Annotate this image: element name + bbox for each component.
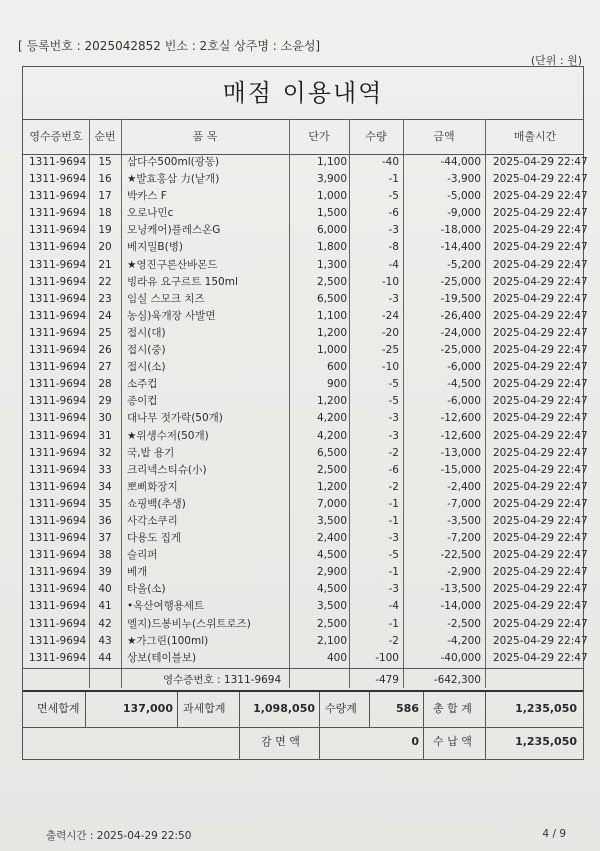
item-name-cell: 모닝케어)플레스온G [127, 224, 221, 237]
table-row [23, 479, 588, 496]
unit-label: (단위 : 원) [530, 54, 582, 67]
sale-time-cell: 2025-04-29 22:47 [493, 566, 588, 579]
sale-time-cell: 2025-04-29 22:47 [493, 395, 588, 408]
amount-cell: -5,000 [447, 190, 481, 203]
unit-price-cell: 4,500 [316, 583, 347, 596]
table-row [23, 188, 588, 205]
sale-time-cell: 2025-04-29 22:47 [493, 429, 588, 442]
amount-cell: -44,000 [440, 156, 481, 168]
usage-table [22, 66, 588, 760]
receipt-no-cell: 1311-9694 [29, 173, 87, 186]
sale-time-cell: 2025-04-29 22:47 [493, 207, 588, 220]
sale-time-cell: 2025-04-29 22:47 [493, 292, 588, 305]
seq-cell: 25 [98, 326, 112, 339]
qty-cell: -100 [375, 651, 399, 664]
table-row [23, 650, 588, 667]
table-row [23, 428, 588, 445]
qty-cell: -4 [388, 600, 399, 613]
unit-price-cell: 1,300 [316, 258, 347, 271]
amount-cell: -3,900 [447, 173, 481, 186]
item-name-cell: 쇼핑백(추생) [127, 497, 186, 510]
qty-cell: -3 [388, 532, 399, 545]
item-name-cell: ★발효홍삼 力(낱개) [127, 173, 220, 186]
receipt-no-cell: 1311-9694 [29, 344, 87, 357]
table-row [23, 359, 588, 376]
qty-total-value: 586 [396, 702, 419, 715]
unit-price-cell: 1,800 [316, 241, 347, 254]
receipt-no-cell: 1311-9694 [29, 258, 87, 271]
receipt-no-cell: 1311-9694 [29, 241, 87, 254]
amount-cell: -6,000 [447, 361, 481, 374]
item-name-cell: 베개 [127, 566, 148, 579]
taxable-total-label: 과세합계 [183, 702, 226, 715]
receipt-no-cell: 1311-9694 [29, 600, 87, 613]
qty-cell: -2 [388, 480, 399, 493]
item-name-cell: 오로나민c [127, 207, 174, 220]
qty-cell: -40 [381, 156, 399, 168]
unit-price-cell: 4,200 [316, 429, 347, 442]
divider [85, 692, 86, 727]
amount-cell: -40,000 [440, 651, 481, 664]
discount-value: 0 [411, 735, 419, 748]
table-row [23, 581, 588, 598]
page-number: 4 / 9 [542, 828, 566, 840]
table-row [23, 633, 588, 650]
col-price: 단가 [308, 130, 330, 143]
unit-price-cell: 1,100 [316, 309, 347, 322]
table-row [23, 308, 588, 325]
item-name-cell: 접시(대) [127, 326, 166, 339]
unit-price-cell: 6,000 [316, 224, 347, 237]
qty-cell: -20 [381, 326, 399, 339]
receipt-no-cell: 1311-9694 [29, 190, 87, 203]
sale-time-cell: 2025-04-29 22:47 [493, 651, 588, 664]
item-name-cell: 접시(소) [127, 361, 166, 374]
exempt-total-value: 137,000 [122, 702, 173, 715]
unit-price-cell: 900 [326, 378, 347, 391]
sale-time-cell: 2025-04-29 22:47 [493, 634, 588, 647]
qty-cell: -24 [381, 309, 399, 322]
item-name-cell: 뽀삐화장지 [127, 480, 178, 493]
table-row [23, 410, 588, 427]
receipt-no-cell: 1311-9694 [29, 292, 87, 305]
qty-cell: -25 [381, 344, 399, 357]
unit-price-cell: 4,200 [316, 412, 347, 425]
item-name-cell: ★위생수저(50개) [127, 429, 209, 442]
receipt-no-cell: 1311-9694 [29, 566, 87, 579]
qty-cell: -5 [388, 378, 399, 391]
amount-cell: -9,000 [447, 207, 481, 220]
unit-price-cell: 2,500 [316, 275, 347, 288]
amount-cell: -24,000 [440, 326, 481, 339]
unit-price-cell: 1,500 [316, 207, 347, 220]
table-row [23, 342, 588, 359]
table-row [23, 205, 588, 222]
divider [239, 725, 240, 759]
amount-cell: -12,600 [440, 429, 481, 442]
table-row [23, 598, 588, 615]
item-name-cell: 베지밀B(병) [127, 241, 183, 254]
col-amount: 금액 [433, 130, 455, 143]
unit-price-cell: 1,200 [316, 395, 347, 408]
unit-price-cell: 2,400 [316, 532, 347, 545]
receipt-no-cell: 1311-9694 [29, 207, 87, 220]
seq-cell: 28 [98, 378, 112, 391]
qty-cell: -5 [388, 549, 399, 562]
unit-price-cell: 1,000 [316, 344, 347, 357]
unit-price-cell: 3,500 [316, 600, 347, 613]
item-name-cell: 소주컵 [127, 378, 158, 391]
qty-cell: -2 [388, 446, 399, 459]
exempt-total-label: 면세합계 [37, 702, 80, 715]
seq-cell: 17 [98, 190, 112, 203]
receipt-no-cell: 1311-9694 [29, 634, 87, 647]
table-row [23, 257, 588, 274]
seq-cell: 32 [98, 446, 112, 459]
seq-cell: 42 [98, 617, 112, 630]
seq-cell: 39 [98, 566, 112, 579]
qty-cell: -5 [388, 190, 399, 203]
qty-cell: -3 [388, 224, 399, 237]
sale-time-cell: 2025-04-29 22:47 [493, 258, 588, 271]
receipt-no-cell: 1311-9694 [29, 361, 87, 374]
subtotal-qty: -479 [375, 674, 399, 686]
receipt-no-cell: 1311-9694 [29, 497, 87, 510]
item-name-cell: 대나무 젓가락(50개) [127, 412, 223, 425]
amount-cell: -3,500 [447, 514, 481, 527]
receipt-subtotal-row [23, 668, 583, 691]
seq-cell: 19 [98, 224, 112, 237]
col-sale-time: 매출시간 [513, 130, 557, 143]
qty-cell: -4 [388, 258, 399, 271]
sale-time-cell: 2025-04-29 22:47 [493, 617, 588, 630]
seq-cell: 21 [98, 258, 112, 271]
sale-time-cell: 2025-04-29 22:47 [493, 463, 588, 476]
table-row [23, 547, 588, 564]
discount-label: 감 면 액 [261, 735, 300, 748]
qty-cell: -1 [388, 497, 399, 510]
subtotal-amount: -642,300 [433, 674, 481, 686]
sale-time-cell: 2025-04-29 22:47 [493, 532, 588, 545]
seq-cell: 16 [98, 173, 112, 186]
qty-total-label: 수량계 [325, 702, 357, 715]
divider [423, 725, 424, 759]
receipt-no-cell: 1311-9694 [29, 446, 87, 459]
unit-price-cell: 1,200 [316, 480, 347, 493]
paid-label: 수 납 액 [433, 735, 472, 748]
seq-cell: 26 [98, 344, 112, 357]
seq-cell: 41 [98, 600, 112, 613]
sale-time-cell: 2025-04-29 22:47 [493, 241, 588, 254]
receipt-no-cell: 1311-9694 [29, 412, 87, 425]
amount-cell: -2,900 [447, 566, 481, 579]
seq-cell: 33 [98, 463, 112, 476]
taxable-total-value: 1,098,050 [253, 702, 315, 715]
item-name-cell: 엘지)드봉비누(스위트로즈) [127, 617, 251, 630]
table-row [23, 616, 588, 633]
item-name-cell: 타올(소) [127, 583, 166, 596]
item-name-cell: 빙라유 요구르트 150ml [127, 275, 238, 288]
divider [485, 692, 486, 727]
seq-cell: 31 [98, 429, 112, 442]
seq-cell: 27 [98, 361, 112, 374]
amount-cell: -25,000 [440, 275, 481, 288]
amount-cell: -7,200 [447, 532, 481, 545]
seq-cell: 35 [98, 497, 112, 510]
page-title: 매점 이용내역 [23, 67, 583, 120]
receipt-no-cell: 1311-9694 [29, 309, 87, 322]
receipt-no-cell: 1311-9694 [29, 480, 87, 493]
table-row [23, 291, 588, 308]
qty-cell: -3 [388, 583, 399, 596]
sale-time-cell: 2025-04-29 22:47 [493, 480, 588, 493]
table-row [23, 564, 588, 581]
seq-cell: 22 [98, 275, 112, 288]
sale-time-cell: 2025-04-29 22:47 [493, 326, 588, 339]
sale-time-cell: 2025-04-29 22:47 [493, 275, 588, 288]
item-name-cell: 삼다수500ml(광동) [127, 156, 220, 168]
qty-cell: -1 [388, 566, 399, 579]
item-name-cell: 상보(테이블보) [127, 651, 197, 664]
receipt-no-cell: 1311-9694 [29, 275, 87, 288]
sale-time-cell: 2025-04-29 22:47 [493, 549, 588, 562]
seq-cell: 38 [98, 549, 112, 562]
sale-time-cell: 2025-04-29 22:47 [493, 224, 588, 237]
amount-cell: -12,600 [440, 412, 481, 425]
receipt-no-cell: 1311-9694 [29, 463, 87, 476]
receipt-no-cell: 1311-9694 [29, 549, 87, 562]
table-row [23, 393, 588, 410]
qty-cell: -3 [388, 429, 399, 442]
item-name-cell: 국,밥 용기 [127, 446, 175, 459]
seq-cell: 37 [98, 532, 112, 545]
unit-price-cell: 1,000 [316, 190, 347, 203]
amount-cell: -14,000 [440, 600, 481, 613]
sale-time-cell: 2025-04-29 22:47 [493, 497, 588, 510]
divider [239, 692, 240, 727]
col-receipt-no: 영수증번호 [29, 130, 83, 143]
qty-cell: -1 [388, 617, 399, 630]
unit-price-cell: 2,500 [316, 463, 347, 476]
unit-price-cell: 6,500 [316, 446, 347, 459]
table-row [23, 445, 588, 462]
col-qty: 수량 [365, 130, 387, 143]
sale-time-cell: 2025-04-29 22:47 [493, 412, 588, 425]
item-name-cell: 슬리퍼 [127, 549, 158, 562]
item-name-cell: 임실 스모크 치즈 [127, 292, 205, 305]
item-name-cell: 종이컵 [127, 395, 158, 408]
sale-time-cell: 2025-04-29 22:47 [493, 583, 588, 596]
amount-cell: -15,000 [440, 463, 481, 476]
unit-price-cell: 3,500 [316, 514, 347, 527]
seq-cell: 24 [98, 309, 112, 322]
seq-cell: 23 [98, 292, 112, 305]
receipt-no-cell: 1311-9694 [29, 224, 87, 237]
receipt-no-cell: 1311-9694 [29, 514, 87, 527]
table-row [23, 530, 588, 547]
seq-cell: 36 [98, 514, 112, 527]
table-row [23, 222, 588, 239]
qty-cell: -1 [388, 173, 399, 186]
amount-cell: -6,000 [447, 395, 481, 408]
grand-total-label: 총 합 계 [433, 702, 472, 715]
receipt-no-cell: 1311-9694 [29, 326, 87, 339]
table-row [23, 274, 588, 291]
qty-cell: -10 [381, 275, 399, 288]
seq-cell: 29 [98, 395, 112, 408]
amount-cell: -7,000 [447, 497, 481, 510]
receipt-no-cell: 1311-9694 [29, 156, 87, 168]
unit-price-cell: 6,500 [316, 292, 347, 305]
table-row [23, 462, 588, 479]
amount-cell: -4,200 [447, 634, 481, 647]
divider [319, 725, 320, 759]
sale-time-cell: 2025-04-29 22:47 [493, 361, 588, 374]
grand-total-value: 1,235,050 [515, 702, 577, 715]
qty-cell: -6 [388, 463, 399, 476]
table-row [23, 325, 588, 342]
qty-cell: -10 [381, 361, 399, 374]
qty-cell: -3 [388, 292, 399, 305]
paid-value: 1,235,050 [515, 735, 577, 748]
print-time: 출력시간 : 2025-04-29 22:50 [46, 830, 192, 842]
receipt-no-cell: 1311-9694 [29, 651, 87, 664]
subtotal-label: 영수증번호 : 1311-9694 [163, 674, 282, 686]
receipt-no-cell: 1311-9694 [29, 583, 87, 596]
sale-time-cell: 2025-04-29 22:47 [493, 309, 588, 322]
item-name-cell: 다용도 집게 [127, 532, 182, 545]
sale-time-cell: 2025-04-29 22:47 [493, 378, 588, 391]
seq-cell: 40 [98, 583, 112, 596]
seq-cell: 30 [98, 412, 112, 425]
sale-time-cell: 2025-04-29 22:47 [493, 344, 588, 357]
unit-price-cell: 2,100 [316, 634, 347, 647]
qty-cell: -6 [388, 207, 399, 220]
unit-price-cell: 600 [326, 361, 347, 374]
receipt-no-cell: 1311-9694 [29, 378, 87, 391]
unit-price-cell: 1,200 [316, 326, 347, 339]
qty-cell: -2 [388, 634, 399, 647]
amount-cell: -18,000 [440, 224, 481, 237]
table-body [23, 154, 588, 667]
seq-cell: 20 [98, 241, 112, 254]
qty-cell: -5 [388, 395, 399, 408]
item-name-cell: 접시(중) [127, 344, 166, 357]
sale-time-cell: 2025-04-29 22:47 [493, 156, 588, 168]
qty-cell: -8 [388, 241, 399, 254]
amount-cell: -22,500 [440, 549, 481, 562]
table-row [23, 154, 588, 171]
seq-cell: 44 [98, 651, 112, 664]
unit-price-cell: 400 [326, 651, 347, 664]
receipt-no-cell: 1311-9694 [29, 395, 87, 408]
amount-cell: -14,400 [440, 241, 481, 254]
table-row [23, 376, 588, 393]
item-name-cell: 박카스 F [127, 190, 167, 203]
item-name-cell: •옥산여행용세트 [127, 600, 205, 613]
amount-cell: -4,500 [447, 378, 481, 391]
registration-info: [ 등록번호 : 2025042852 빈소 : 2호실 상주명 : 소윤성] [18, 39, 321, 53]
divider [369, 692, 370, 727]
seq-cell: 18 [98, 207, 112, 220]
unit-price-cell: 1,100 [316, 156, 347, 168]
amount-cell: -5,200 [447, 258, 481, 271]
receipt-no-cell: 1311-9694 [29, 429, 87, 442]
sale-time-cell: 2025-04-29 22:47 [493, 600, 588, 613]
seq-cell: 34 [98, 480, 112, 493]
divider [423, 692, 424, 727]
sale-time-cell: 2025-04-29 22:47 [493, 446, 588, 459]
table-row [23, 171, 588, 188]
unit-price-cell: 3,900 [316, 173, 347, 186]
sale-time-cell: 2025-04-29 22:47 [493, 190, 588, 203]
col-item: 품 목 [192, 130, 218, 143]
divider [177, 692, 178, 727]
sale-time-cell: 2025-04-29 22:47 [493, 514, 588, 527]
receipt-no-cell: 1311-9694 [29, 532, 87, 545]
amount-cell: -2,500 [447, 617, 481, 630]
payment-row [23, 725, 583, 759]
summary-row [23, 690, 583, 728]
table-header [23, 119, 583, 155]
divider [485, 725, 486, 759]
amount-cell: -19,500 [440, 292, 481, 305]
unit-price-cell: 2,500 [316, 617, 347, 630]
amount-cell: -13,000 [440, 446, 481, 459]
amount-cell: -2,400 [447, 480, 481, 493]
amount-cell: -13,500 [440, 583, 481, 596]
col-seq: 순번 [94, 130, 116, 143]
seq-cell: 43 [98, 634, 112, 647]
table-row [23, 239, 588, 256]
item-name-cell: ★가그린(100ml) [127, 634, 209, 647]
table-row [23, 513, 588, 530]
unit-price-cell: 4,500 [316, 549, 347, 562]
item-name-cell: ★영진구론산바몬드 [127, 258, 218, 271]
qty-cell: -1 [388, 514, 399, 527]
amount-cell: -26,400 [440, 309, 481, 322]
item-name-cell: 크리넥스티슈(小) [127, 463, 207, 476]
seq-cell: 15 [98, 156, 112, 168]
item-name-cell: 사각소쿠리 [127, 514, 178, 527]
divider [319, 692, 320, 727]
sale-time-cell: 2025-04-29 22:47 [493, 173, 588, 186]
amount-cell: -25,000 [440, 344, 481, 357]
unit-price-cell: 2,900 [316, 566, 347, 579]
table-row [23, 496, 588, 513]
item-name-cell: 농심)육개장 사발면 [127, 309, 216, 322]
unit-price-cell: 7,000 [316, 497, 347, 510]
receipt-no-cell: 1311-9694 [29, 617, 87, 630]
qty-cell: -3 [388, 412, 399, 425]
